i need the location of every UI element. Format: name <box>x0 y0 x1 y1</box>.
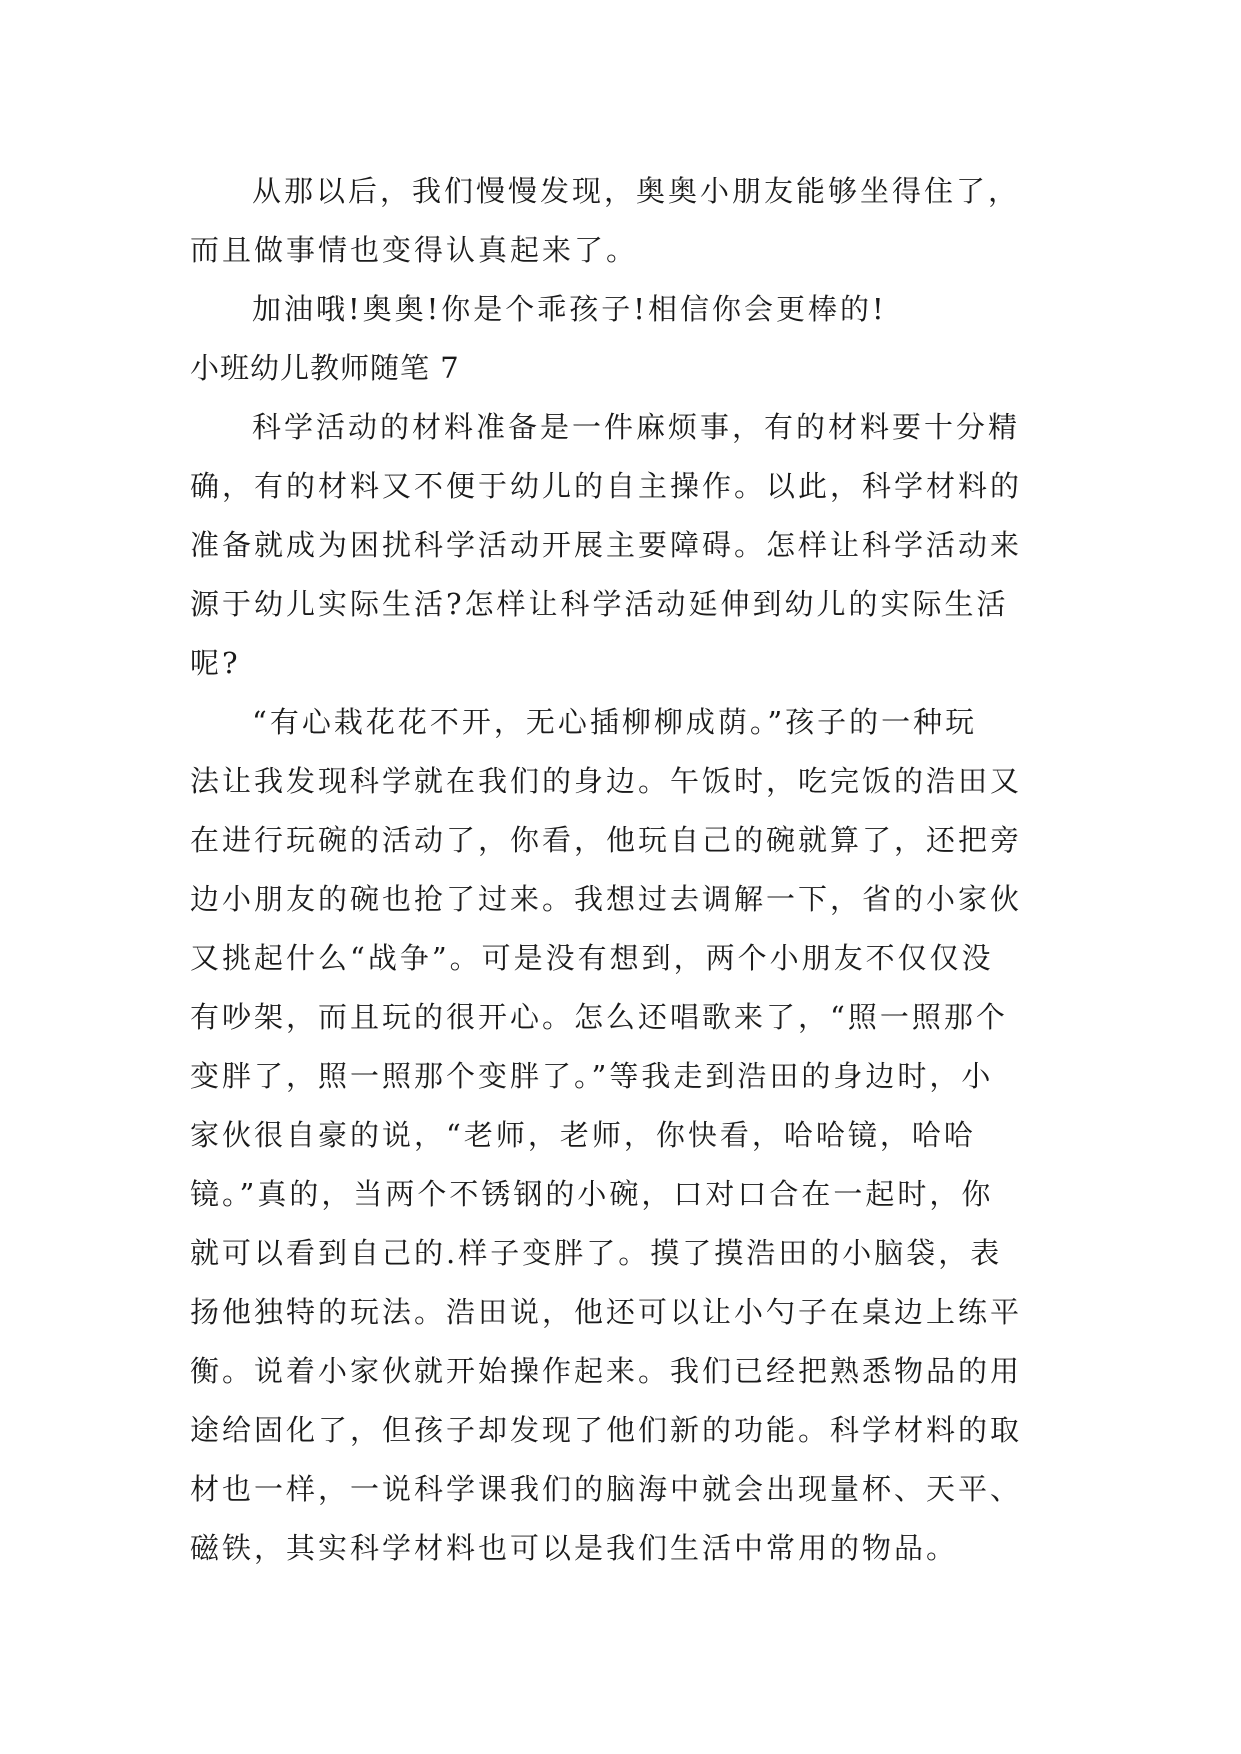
text-line: 又挑起什么“战争”。可是没有想到，两个小朋友不仅仅没 <box>190 941 994 975</box>
text-line: 衡。说着小家伙就开始操作起来。我们已经把熟悉物品的用 <box>190 1354 1023 1388</box>
text-line: “有心栽花花不开，无心插柳柳成荫。”孩子的一种玩 <box>252 705 978 739</box>
text-line: 就可以看到自己的.样子变胖了。摸了摸浩田的小脑袋，表 <box>190 1236 1003 1270</box>
document-body <box>190 162 1070 1578</box>
text-line: 途给固化了，但孩子却发现了他们新的功能。科学材料的取 <box>190 1413 1023 1447</box>
text-line: 准备就成为困扰科学活动开展主要障碍。怎样让科学活动来 <box>190 528 1023 562</box>
text-line: 有吵架，而且玩的很开心。怎么还唱歌来了，“照一照那个 <box>190 1000 1008 1034</box>
text-line: 而且做事情也变得认真起来了。 <box>190 233 639 267</box>
text-line: 从那以后，我们慢慢发现，奥奥小朋友能够坐得住了， <box>252 174 1021 208</box>
text-line: 加油哦!奥奥!你是个乖孩子!相信你会更棒的! <box>252 292 887 326</box>
text-line: 确，有的材料又不便于幼儿的自主操作。以此，科学材料的 <box>190 469 1023 503</box>
text-line: 磁铁，其实科学材料也可以是我们生活中常用的物品。 <box>190 1531 959 1565</box>
text-line: 法让我发现科学就在我们的身边。午饭时，吃完饭的浩田又 <box>190 764 1023 798</box>
text-line: 扬他独特的玩法。浩田说，他还可以让小勺子在桌边上练平 <box>190 1295 1023 1329</box>
text-line: 变胖了，照一照那个变胖了。”等我走到浩田的身边时，小 <box>190 1059 994 1093</box>
text-line: 呢? <box>190 646 241 680</box>
text-line: 边小朋友的碗也抢了过来。我想过去调解一下，省的小家伙 <box>190 882 1023 916</box>
text-line: 镜。”真的，当两个不锈钢的小碗，口对口合在一起时，你 <box>190 1177 994 1211</box>
text-line: 材也一样，一说科学课我们的脑海中就会出现量杯、天平、 <box>190 1472 1023 1506</box>
text-line: 源于幼儿实际生活?怎样让科学活动延伸到幼儿的实际生活 <box>190 587 1009 621</box>
text-line: 在进行玩碗的活动了，你看，他玩自己的碗就算了，还把旁 <box>190 823 1023 857</box>
text-line: 家伙很自豪的说，“老师，老师，你快看，哈哈镜，哈哈 <box>190 1118 976 1152</box>
section-heading: 小班幼儿教师随笔 7 <box>190 351 460 385</box>
text-line: 科学活动的材料准备是一件麻烦事，有的材料要十分精 <box>252 410 1021 444</box>
